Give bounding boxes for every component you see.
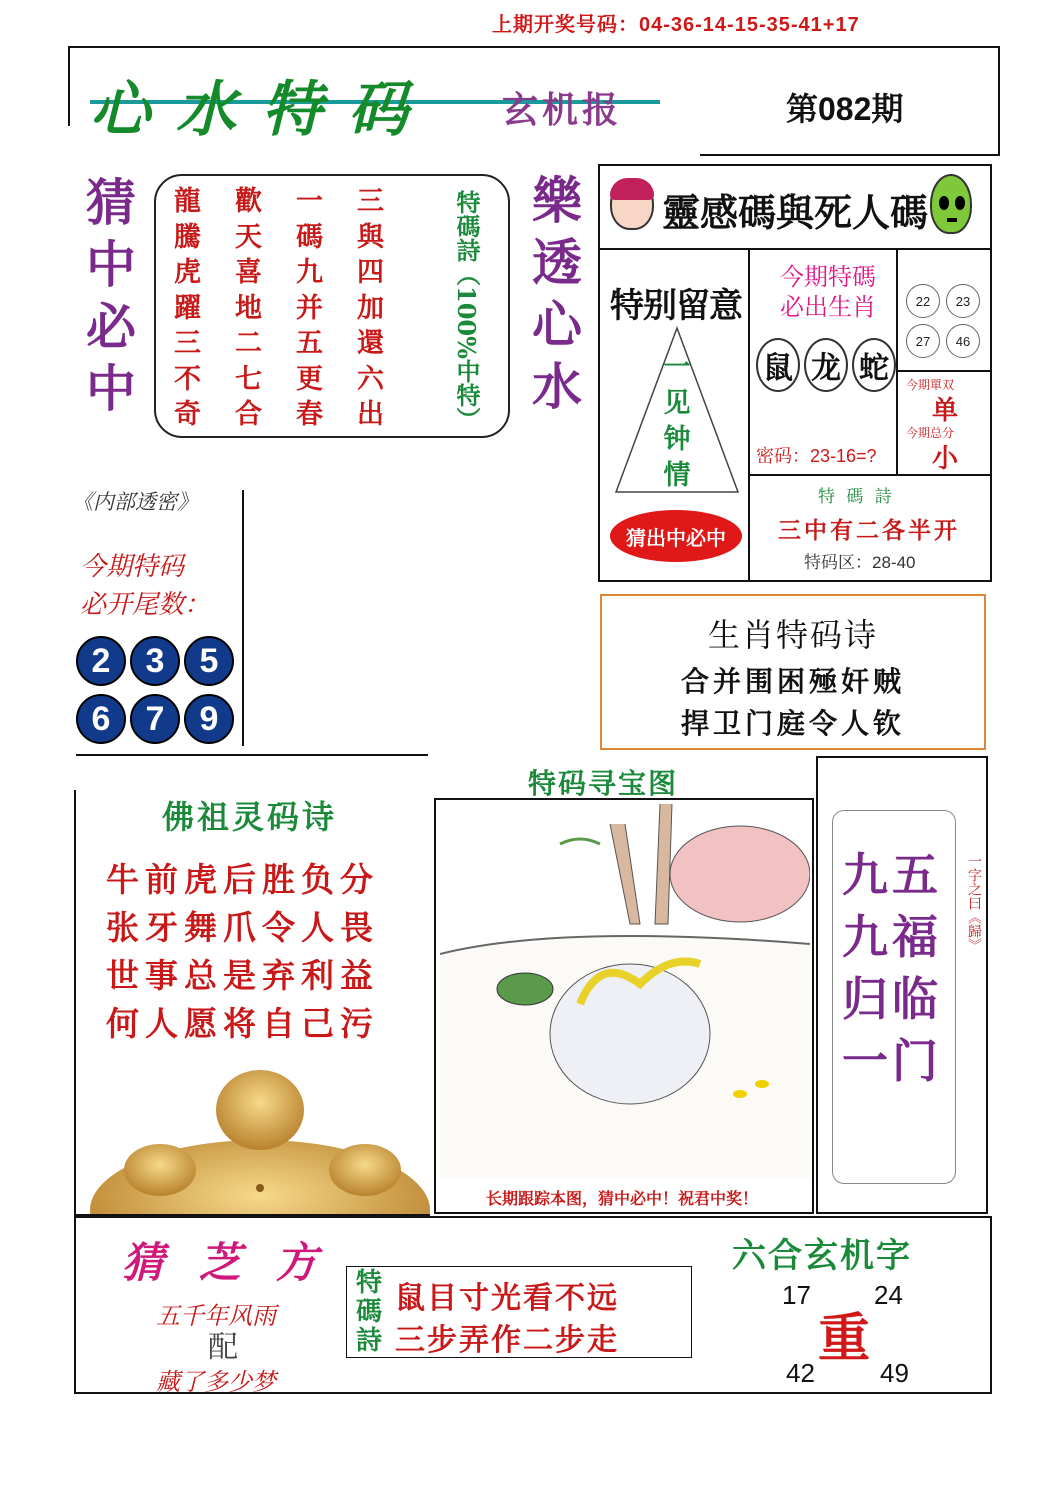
must-zodiac-line: 今期特碼 [780,263,876,291]
tail-number: 7 [130,694,180,744]
red-badge [610,510,742,562]
treasure-map-image [440,804,810,1178]
must-zodiac-label [760,262,896,322]
poem-char: 六 [357,363,384,395]
red-badge-text: 猜出中必中 [626,525,726,550]
poem-char: 不 [174,363,201,395]
linggan-box [598,164,992,582]
zodiac-poem-title: 生肖特码诗 [707,616,878,654]
slogan-char: 水 [532,357,582,416]
number-circle: 46 [946,324,980,358]
riddle-side-note: 一字之曰《歸》 [966,854,982,952]
poem-hdivider [748,474,992,476]
linggan-title: 靈感碼與死人碼 [662,190,929,235]
size-label: 今期总分 [906,426,955,440]
poem-grid-side-label: 特碼詩（100%中特） [452,190,481,431]
poem-char: 春 [296,399,323,430]
header-title [90,62,670,145]
buddha-poem-line: 何人愿将自己污 [106,1004,379,1043]
triangle-char: 一 [663,352,691,383]
numbers-hdivider [896,370,992,372]
poem-char: 與 [357,221,384,253]
poem-grid-box [154,174,510,438]
triangle-char: 情 [663,460,691,491]
zodiac-poem-line: 合并围困殛奸贼 [680,665,905,698]
poem-char: 并 [296,292,323,324]
treasure-map-title: 特码寻宝图 [528,767,679,800]
tail-number: 9 [184,694,234,744]
tail-number: 2 [76,636,126,686]
number-circle: 27 [906,324,940,358]
poem-char: 喜 [235,257,262,288]
bottom-riddle-title: 猜 芝 方 [122,1238,328,1287]
poem-char: 加 [357,292,384,324]
poem-char: 奇 [174,399,201,430]
poem-column [357,184,384,433]
inside-secret-section [72,486,244,748]
buddha-poem-title: 佛祖灵码诗 [162,798,338,836]
bottom-riddle-mid: 配 [208,1330,238,1365]
header-title-text: 心水特码 [90,75,434,145]
must-zodiac-line: 必出生肖 [780,293,876,321]
inside-secret-vline [242,490,244,746]
poem-char: 出 [357,399,384,430]
poem-char: 五 [296,328,323,359]
tail-number: 3 [130,636,180,686]
riddle-line: 九福 [842,910,942,964]
tail-label-line: 必开尾数： [80,590,211,620]
poem-char: 碼 [296,221,323,253]
avatar [610,178,654,230]
poem-column [174,184,201,433]
buddha-poem-line: 张牙舞爪令人畏 [106,908,379,947]
tail-numbers [76,636,238,744]
header-left-line [68,46,70,126]
triangle-text [660,350,694,494]
liuhe-number: 49 [880,1358,909,1388]
left-vertical-slogan [76,172,146,420]
treasure-map-frame [434,798,814,1214]
poem-char: 還 [357,328,384,359]
number-circle: 22 [906,284,940,318]
tail-number: 6 [76,694,126,744]
zodiac-poem-line: 捍卫门庭令人钦 [680,707,905,740]
zodiac-circle: 蛇 [852,338,896,392]
tail-label [80,548,210,624]
poem-label-char: 碼 [355,1297,382,1327]
triangle-char: 钟 [663,424,691,455]
bottom-poem-box [346,1266,692,1358]
poem-char: 九 [296,257,323,288]
odd-even-value: 单 [932,396,959,426]
special-zone: 特码区：28-40 [804,553,916,572]
zodiac-poem-box [600,594,986,750]
poem-column [296,184,323,433]
poem-char: 地 [235,292,262,324]
buddha-statue-image [80,1060,430,1214]
poem-char: 天 [235,221,262,253]
treasure-map-caption: 长期跟踪本图，猜中必中！祝君中奖！ [485,1189,758,1208]
linggan-poem-text: 三中有二各半开 [778,517,960,544]
secret-code: 密码：23-16=? [756,446,877,466]
buddha-poem-line: 牛前虎后胜负分 [106,860,379,899]
size-value: 小 [932,444,959,474]
poem-label-char: 詩 [355,1326,382,1356]
poem-char: 龍 [174,186,201,217]
poem-char: 合 [235,399,262,430]
liuhe-title: 六合玄机字 [732,1236,912,1276]
riddle-line: 归临 [842,972,942,1026]
inside-secret-title: 《内部透密》 [72,490,198,514]
liuhe-number: 24 [874,1280,903,1310]
poem-char: 三 [357,186,384,217]
header-subtitle: 玄机报 [502,89,623,131]
number-circles [906,284,984,358]
poem-char: 四 [357,257,384,288]
header-bottom-line [700,154,1000,156]
issue-number: 第082期 [786,91,904,127]
bottom-section [74,1216,992,1394]
slogan-char: 必 [86,297,136,356]
liuhe-char: 重 [818,1308,871,1369]
slogan-char: 中 [86,235,136,294]
poem-label-char: 特 [355,1268,382,1298]
last-draw-result: 上期开奖号码：04-36-14-15-35-41+17 [492,14,860,36]
number-circle: 23 [946,284,980,318]
buddha-section [74,790,430,1216]
bottom-poem-label [349,1269,389,1356]
numbers-vdivider [896,248,898,474]
slogan-char: 樂 [532,171,582,230]
poem-char: 躍 [174,292,201,324]
poem-char: 騰 [174,221,201,253]
slogan-char: 猜 [86,173,136,232]
riddle-box [816,756,988,1214]
slogan-char: 心 [532,295,582,354]
avatar-hair [610,178,654,200]
zodiac-circle: 龙 [804,338,848,392]
poem-char: 三 [174,328,201,359]
poem-char: 七 [235,363,262,395]
poem-char: 歡 [235,186,262,217]
odd-even-label: 今期單双 [906,378,955,392]
zodiac-circle: 鼠 [756,338,800,392]
slogan-char: 透 [532,233,582,292]
riddle-line: 一门 [842,1034,942,1088]
liuhe-number: 42 [786,1358,815,1388]
mid-hline [76,754,428,756]
poem-grid [174,184,384,433]
triangle-char: 见 [663,388,691,419]
linggan-divider [600,248,990,250]
zodiac-circles [756,338,896,392]
alien-icon [930,174,972,234]
bottom-riddle-line: 藏了多少梦 [156,1368,276,1396]
riddle-line: 九五 [842,848,942,902]
bottom-poem-line: 鼠目寸光看不远 [395,1281,619,1316]
bottom-poem-line: 三步弄作二步走 [395,1323,619,1358]
buddha-poem-line: 世事总是弃利益 [106,956,379,995]
tail-label-line: 今期特码 [80,552,185,582]
riddle-lines [842,844,942,1092]
right-vertical-slogan [522,170,592,418]
linggan-poem-label: 特 碼 詩 [818,487,895,507]
special-note: 特别留意 [610,286,742,326]
poem-char: 更 [296,363,323,395]
liuhe-number: 17 [782,1280,811,1310]
poem-column [235,184,262,433]
poem-char: 虎 [174,257,201,288]
tail-number: 5 [184,636,234,686]
linggan-vdivider [748,248,750,580]
poem-char: 一 [296,186,323,217]
poem-char: 二 [235,328,262,359]
bottom-riddle-line: 五千年风雨 [156,1302,276,1330]
slogan-char: 中 [86,359,136,418]
